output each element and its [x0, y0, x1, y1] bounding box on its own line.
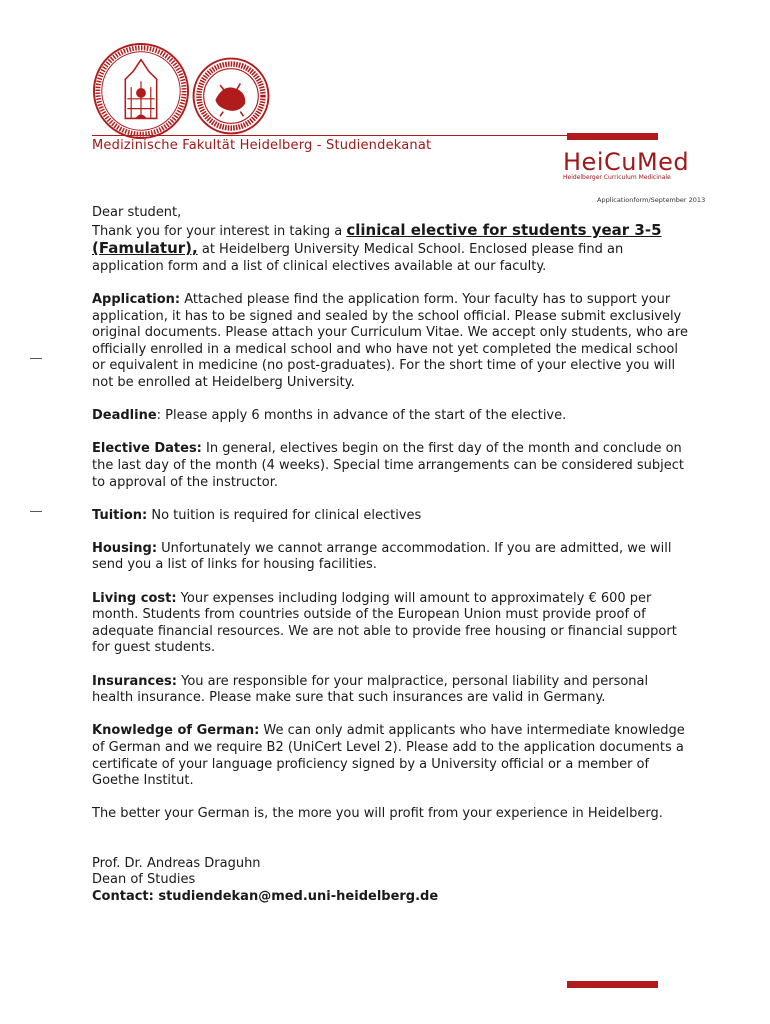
intro-post: at Heidelberg University Medical School. Enclosed please find an application form and a list of clinical electives available at our faculty.: [92, 242, 624, 274]
section-heading: Living cost:: [92, 590, 177, 606]
section-heading: Elective Dates:: [92, 441, 202, 457]
heicumed-logo: [563, 148, 690, 188]
section-housing: [92, 541, 692, 574]
header-accent-bar: [567, 133, 658, 140]
section-text: Unfortunately we cannot arrange accommodation. If you are admitted, we will send you a list of links for housing facilities.: [92, 540, 672, 573]
faculty-city: Heidelberg: [239, 138, 313, 153]
section-heading: Housing:: [92, 540, 158, 556]
university-seal: [92, 42, 190, 140]
section-german: [92, 723, 692, 789]
footer-accent-bar: [567, 981, 658, 988]
section-tuition: [92, 508, 692, 525]
margin-mark: [30, 511, 42, 512]
section-text: We can only admit applicants who have intermediate knowledge of German and we require B2 (UniCert Level 2). Please add to the application documents a certificate of your language proficiency signed by a University official or a member of Goethe Institut.: [92, 723, 685, 789]
section-heading: Application:: [92, 291, 181, 307]
section-heading: Knowledge of German:: [92, 723, 260, 739]
salutation: Dear student,: [92, 205, 182, 220]
section-elective-dates: [92, 441, 692, 491]
form-reference: Applicationform/September 2013: [597, 196, 706, 204]
logo-text: HeiCuMed: [563, 148, 690, 176]
faculty-separator: -: [312, 138, 327, 153]
intro-pre: Thank you for your interest in taking a: [92, 223, 347, 239]
faculty-seal: [192, 57, 270, 135]
section-application: [92, 292, 692, 392]
signature-block: [92, 856, 692, 906]
intro-highlight: clinical elective for students year 3-5 (Famulatur),: [92, 220, 662, 258]
letter-body: [92, 205, 692, 905]
section-heading: Tuition:: [92, 507, 148, 523]
contact-line: Contact: studiendekan@med.uni-heidelberg.de: [92, 888, 439, 904]
section-text: No tuition is required for clinical electives: [147, 507, 422, 523]
signer-title: Dean of Studies: [92, 872, 196, 888]
faculty-office: Studiendekanat: [326, 138, 432, 153]
faculty-prefix: Medizinische Fakultät: [92, 138, 236, 153]
margin-mark: [30, 358, 42, 359]
section-text: : Please apply 6 months in advance of the start of the elective.: [156, 408, 567, 424]
section-text: In general, electives begin on the first day of the month and conclude on the last day of the month (4 weeks). Special time arrangements can be considered subject to approval of the instructor.: [92, 441, 684, 490]
closing-paragraph: The better your German is, the more you will profit from your experience in Heidelberg.: [92, 806, 663, 822]
signer-name: Prof. Dr. Andreas Draguhn: [92, 855, 261, 871]
section-heading: Deadline: [92, 408, 157, 424]
section-text: Your expenses including lodging will amount to approximately € 600 per month. Students from countries outside of the European Union must provide proof of adequate financial resources. We are not able to provide free housing or financial support for guest students.: [92, 590, 677, 656]
section-heading: Insurances:: [92, 673, 177, 689]
section-living-cost: [92, 591, 692, 657]
section-deadline: [92, 408, 692, 425]
section-text: You are responsible for your malpractice, personal liability and personal health insurance. Please make sure that such insurances are valid in Germany.: [92, 673, 649, 706]
section-text: Attached please find the application form. Your faculty has to support your application, it has to be signed and sealed by the school official. Please submit exclusively original documents. Please attach your Curriculum Vitae. We accept only students, who are officially enrolled in a medical school and who have not yet completed the medical school or equivalent in medicine (no post-graduates). For the short time of your elective you will not be enrolled at Heidelberg University.: [92, 291, 688, 390]
faculty-header: [92, 138, 431, 153]
section-insurances: [92, 674, 692, 707]
logo-subtitle: Heidelberger Curriculum Medicinale: [563, 174, 671, 181]
intro-paragraph: [92, 222, 692, 276]
